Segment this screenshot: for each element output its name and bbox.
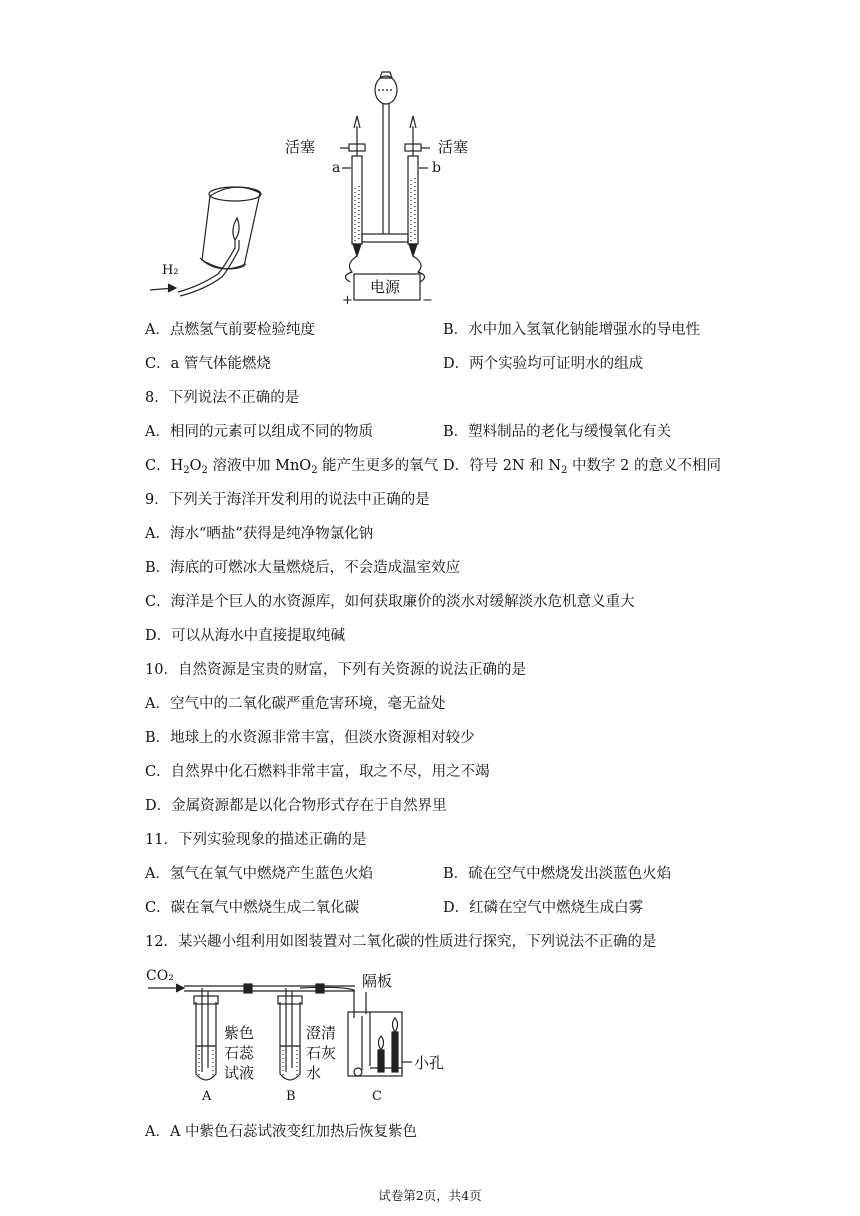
q10-option-d: D．金属资源都是以化合物形式存在于自然界里 — [145, 798, 447, 814]
stopcock-right-label: 活塞 — [438, 138, 469, 156]
litmus-label-line2: 石蕊 — [224, 1044, 255, 1062]
partition-label: 隔板 — [362, 972, 393, 990]
small-hole-label: 小孔 — [414, 1054, 445, 1072]
figure-water-experiments — [140, 68, 500, 308]
q11-option-b: B．硫在空气中燃烧发出淡蓝色火焰 — [443, 866, 672, 882]
q10-option-b: B．地球上的水资源非常丰富，但淡水资源相对较少 — [145, 730, 475, 746]
q9-option-c: C．海洋是个巨人的水资源库，如何获取廉价的淡水对缓解淡水危机意义重大 — [145, 594, 635, 610]
litmus-label-line1: 紫色 — [224, 1024, 255, 1042]
q7-option-c: C．a 管气体能燃烧 — [145, 356, 271, 372]
q11-option-c: C．碳在氧气中燃烧生成二氧化碳 — [145, 900, 360, 916]
power-plus-label: + — [342, 293, 353, 308]
q8-option-d: D．符号 2N 和 $N_2$ 中数字 2 的意义不相同 — [443, 458, 721, 476]
q9-option-d: D．可以从海水中直接提取纯碱 — [145, 628, 346, 644]
apparatus-c-label: C — [372, 1089, 382, 1104]
limewater-label-line2: 石灰 — [306, 1044, 337, 1062]
h2-label: H₂ — [162, 263, 179, 278]
apparatus-b-label: B — [286, 1089, 296, 1104]
q11-option-a: A．氢气在氧气中燃烧产生蓝色火焰 — [145, 866, 373, 882]
q11-stem: 11．下列实验现象的描述正确的是 — [145, 832, 367, 848]
q8-option-a: A．相同的元素可以组成不同的物质 — [145, 424, 373, 440]
q12-stem: 12．某兴趣小组利用如图装置对二氧化碳的性质进行探究，下列说法不正确的是 — [145, 934, 657, 950]
q10-option-a: A．空气中的二氧化碳严重危害环境，毫无益处 — [145, 696, 446, 712]
q11-option-d: D．红磷在空气中燃烧生成白雾 — [443, 900, 644, 916]
q8-option-c: C．$H_2O_2$ 溶液中加 MnO$_2$ 能产生更多的氧气 — [145, 458, 439, 476]
q8-stem: 8．下列说法不正确的是 — [145, 390, 300, 406]
q9-stem: 9．下列关于海洋开发利用的说法中正确的是 — [145, 492, 430, 508]
q10-stem: 10．自然资源是宝贵的财富，下列有关资源的说法正确的是 — [145, 662, 526, 678]
tube-a-label: a — [332, 160, 341, 176]
apparatus-a-label: A — [202, 1089, 212, 1104]
q9-option-a: A．海水“晒盐”获得是纯净物氯化钠 — [145, 526, 374, 542]
limewater-label-line1: 澄清 — [306, 1024, 337, 1042]
figure-co2-apparatus — [140, 962, 460, 1112]
page-footer: 试卷第2页，共4页 — [378, 1188, 482, 1203]
q10-option-c: C．自然界中化石燃料非常丰富，取之不尽，用之不竭 — [145, 764, 490, 780]
q7-option-a: A．点燃氢气前要检验纯度 — [145, 322, 315, 338]
co2-inlet-label: CO₂ — [146, 968, 174, 984]
limewater-label-line3: 水 — [306, 1064, 322, 1082]
q12-option-a: A．A 中紫色石蕊试液变红加热后恢复紫色 — [145, 1124, 418, 1140]
q8-option-b: B．塑料制品的老化与缓慢氧化有关 — [443, 424, 672, 440]
tube-b-label: b — [432, 160, 441, 176]
power-source-label: 电源 — [370, 278, 401, 296]
q7-option-b: B．水中加入氢氧化钠能增强水的导电性 — [443, 322, 701, 338]
power-minus-label: − — [422, 293, 433, 308]
q9-option-b: B．海底的可燃冰大量燃烧后，不会造成温室效应 — [145, 560, 461, 576]
stopcock-left-label: 活塞 — [285, 138, 316, 156]
q7-option-d: D．两个实验均可证明水的组成 — [443, 356, 644, 372]
litmus-label-line3: 试液 — [224, 1064, 255, 1082]
